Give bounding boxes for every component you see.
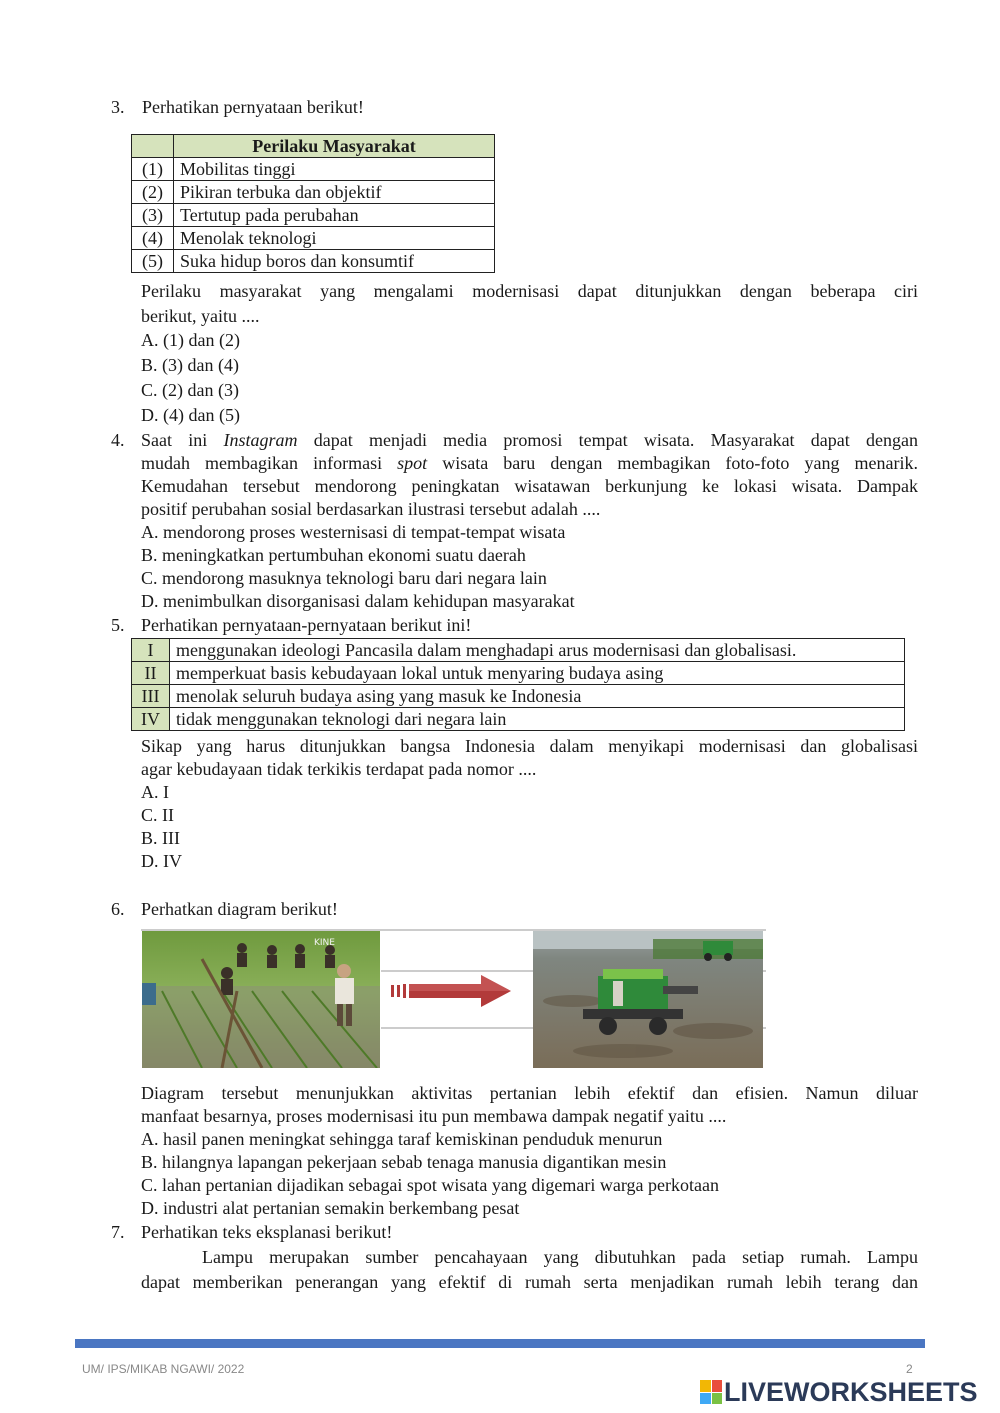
q4-option-b[interactable]: B. meningkatkan pertumbuhan ekonomi suatu daerah (141, 545, 526, 565)
q5-option-d[interactable]: D. IV (141, 851, 182, 871)
photo-watermark: KINE (314, 938, 335, 948)
q5-prompt: Perhatikan pernyataan-pernyataan berikut ini! (141, 615, 472, 635)
row-text: tidak menggunakan teknologi dari negara lain (170, 708, 905, 731)
q6-option-c[interactable]: C. lahan pertanian dijadikan sebagai spot wisata yang digemari warga perkotaan (141, 1175, 719, 1195)
q7-line1: Lampu merupakan sumber pencahayaan yang dibutuhkan pada setiap rumah. Lampu (202, 1247, 918, 1267)
liveworksheets-logo[interactable] (700, 1376, 978, 1408)
q5-stem-line2: agar kebudayaan tidak terkikis terdapat pada nomor .... (141, 759, 537, 779)
badge-cell (712, 1393, 723, 1405)
table-row (132, 158, 495, 181)
row-number: III (132, 685, 170, 708)
table-row (132, 181, 495, 204)
q3-option-d[interactable]: D. (4) dan (5) (141, 405, 240, 425)
brand-text: LIVEWORKSHEETS (724, 1376, 978, 1407)
badge-cell (700, 1393, 711, 1405)
row-number: II (132, 662, 170, 685)
liveworksheets-badge-icon (700, 1380, 722, 1404)
row-number: IV (132, 708, 170, 731)
table-row (132, 685, 905, 708)
row-number: (3) (132, 204, 174, 227)
row-number: (4) (132, 227, 174, 250)
q3-option-a[interactable]: A. (1) dan (2) (141, 330, 240, 350)
q5-option-a[interactable]: A. I (141, 782, 169, 802)
q4-line3: Kemudahan tersebut mendorong peningkatan wisatawan berkunjung ke lokasi wisata. Dampak (141, 476, 918, 496)
arrow-right-icon (391, 973, 513, 1013)
table-row (132, 227, 495, 250)
badge-cell (700, 1380, 711, 1392)
q3-stem-line2: berikut, yaitu .... (141, 306, 260, 326)
q3-number: 3. (111, 97, 125, 117)
row-number: (5) (132, 250, 174, 273)
q4-line1-a: Saat ini (141, 430, 224, 450)
q4-option-c[interactable]: C. mendorong masuknya teknologi baru dari negara lain (141, 568, 547, 588)
q7-line2: dapat memberikan penerangan yang efektif di rumah serta menjadikan rumah lebih terang dan (141, 1272, 918, 1292)
q4-line1-b: dapat menjadi media promosi tempat wisata. Masyarakat dapat dengan (297, 430, 919, 450)
q3-table-corner (132, 135, 174, 158)
q5-number: 5. (111, 615, 125, 635)
q4-line1 (141, 429, 918, 452)
q6-option-b[interactable]: B. hilangnya lapangan pekerjaan sebab tenaga manusia digantikan mesin (141, 1152, 667, 1172)
q4-line4: positif perubahan sosial berdasarkan ilustrasi tersebut adalah .... (141, 499, 601, 519)
q6-option-a[interactable]: A. hasil panen meningkat sehingga taraf kemiskinan penduduk menurun (141, 1129, 663, 1149)
row-text: menggunakan ideologi Pancasila dalam menghadapi arus modernisasi dan globalisasi. (170, 639, 905, 662)
page-number: 2 (906, 1362, 913, 1376)
q3-table-header-row (132, 135, 495, 158)
q5-stem-line1: Sikap yang harus ditunjukkan bangsa Indonesia dalam menyikapi modernisasi dan globalisasi (141, 736, 918, 756)
q4-line1-italic: Instagram (223, 430, 298, 450)
footer-divider (75, 1339, 925, 1348)
row-text: menolak seluruh budaya asing yang masuk ke Indonesia (170, 685, 905, 708)
q5-option-c[interactable]: C. II (141, 805, 174, 825)
row-text: Mobilitas tinggi (174, 158, 495, 181)
q6-prompt: Perhatkan diagram berikut! (141, 899, 338, 919)
table-row (132, 250, 495, 273)
row-text: Suka hidup boros dan konsumtif (174, 250, 495, 273)
q4-line2-a: mudah membagikan informasi (141, 453, 398, 473)
q3-stem-line1: Perilaku masyarakat yang mengalami modernisasi dapat ditunjukkan dengan beberapa ciri (141, 281, 918, 301)
rice-field-illustration (142, 931, 380, 1068)
q7-number: 7. (111, 1222, 125, 1242)
row-text: memperkuat basis kebudayaan lokal untuk menyaring budaya asing (170, 662, 905, 685)
transplanter-illustration (533, 931, 763, 1068)
q4-option-d[interactable]: D. menimbulkan disorganisasi dalam kehidupan masyarakat (141, 591, 575, 611)
q3-prompt: Perhatikan pernyataan berikut! (142, 97, 364, 117)
row-text: Pikiran terbuka dan objektif (174, 181, 495, 204)
row-text: Tertutup pada perubahan (174, 204, 495, 227)
q6-number: 6. (111, 899, 125, 919)
q4-number: 4. (111, 430, 125, 450)
q3-table (131, 134, 495, 273)
row-number: (1) (132, 158, 174, 181)
q3-table-header: Perilaku Masyarakat (174, 135, 495, 158)
q5-option-b[interactable]: B. III (141, 828, 180, 848)
q6-option-d[interactable]: D. industri alat pertanian semakin berkembang pesat (141, 1198, 520, 1218)
q6-diagram (141, 927, 766, 1069)
q4-line2 (141, 452, 918, 475)
table-row (132, 639, 905, 662)
q3-option-b[interactable]: B. (3) dan (4) (141, 355, 239, 375)
badge-cell (712, 1380, 723, 1392)
q6-stem-line2: manfaat besarnya, proses modernisasi itu pun membawa dampak negatif yaitu .... (141, 1106, 727, 1126)
q3-option-c[interactable]: C. (2) dan (3) (141, 380, 239, 400)
footer-left-text: UM/ IPS/MIKAB NGAWI/ 2022 (82, 1362, 245, 1376)
row-number: (2) (132, 181, 174, 204)
q4-line2-italic: spot (397, 453, 428, 473)
row-number: I (132, 639, 170, 662)
q4-option-a[interactable]: A. mendorong proses westernisasi di tempat-tempat wisata (141, 522, 566, 542)
table-row (132, 204, 495, 227)
q5-table (131, 638, 905, 731)
table-row (132, 662, 905, 685)
q7-prompt: Perhatikan teks eksplanasi berikut! (141, 1222, 393, 1242)
q4-line2-b: wisata baru dengan membagikan foto-foto yang menarik. (427, 453, 918, 473)
machine-planting-photo (533, 931, 763, 1068)
table-row (132, 708, 905, 731)
row-text: Menolak teknologi (174, 227, 495, 250)
q6-stem-line1: Diagram tersebut menunjukkan aktivitas pertanian lebih efektif dan efisien. Namun diluar (141, 1083, 918, 1103)
manual-planting-photo (142, 931, 380, 1068)
